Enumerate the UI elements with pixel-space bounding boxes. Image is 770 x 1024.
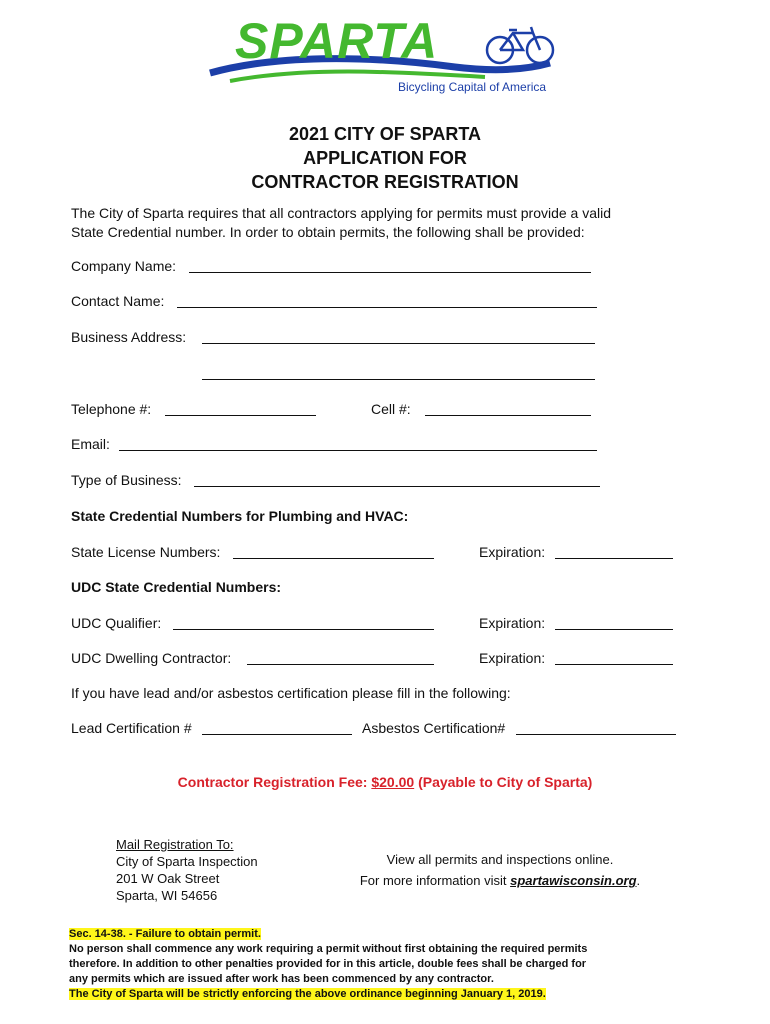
- udc-qualifier-expiration-field[interactable]: [555, 629, 673, 630]
- company-name-label: Company Name:: [71, 258, 177, 274]
- fee-amount: $20.00: [371, 774, 415, 790]
- business-address-label: Business Address:: [71, 329, 187, 345]
- sparta-logo: [205, 15, 565, 100]
- fee-suffix: (Payable to City of Sparta): [414, 774, 593, 790]
- online-line-1: View all permits and inspections online.: [386, 852, 614, 867]
- email-label: Email:: [71, 436, 110, 452]
- ordinance-block: [69, 927, 587, 1002]
- lead-certification-field[interactable]: [202, 734, 352, 735]
- title-line-3: CONTRACTOR REGISTRATION: [251, 172, 519, 192]
- online-suffix: .: [636, 873, 641, 888]
- udc-dwelling-expiration-field[interactable]: [555, 664, 673, 665]
- ordinance-heading: Sec. 14-38. - Failure to obtain permit.: [69, 928, 261, 940]
- contact-name-label: Contact Name:: [71, 293, 165, 309]
- website-link[interactable]: spartawisconsin.org: [510, 873, 637, 888]
- udc-qualifier-expiration-label: Expiration:: [479, 615, 546, 631]
- asbestos-certification-label: Asbestos Certification#: [362, 720, 506, 736]
- email-field[interactable]: [119, 450, 597, 451]
- udc-dwelling-label: UDC Dwelling Contractor:: [71, 650, 232, 666]
- business-address-field-1[interactable]: [202, 343, 595, 344]
- ordinance-line-2: therefore. In addition to other penalties provided for in this article, double fees shall be charged for: [69, 958, 587, 970]
- ordinance-line-1: No person shall commence any work requiring a permit without first obtaining the required permits: [69, 943, 588, 955]
- state-license-label: State License Numbers:: [71, 544, 221, 560]
- ordinance-line-4: The City of Sparta will be strictly enforcing the above ordinance beginning January 1, 2019.: [69, 988, 546, 1000]
- plumbing-hvac-heading: State Credential Numbers for Plumbing and HVAC:: [71, 508, 409, 524]
- mail-line-2: 201 W Oak Street: [116, 871, 220, 886]
- type-of-business-field[interactable]: [194, 486, 600, 487]
- udc-qualifier-label: UDC Qualifier:: [71, 615, 162, 631]
- online-info: [340, 849, 660, 891]
- mail-line-1: City of Sparta Inspection: [116, 854, 258, 869]
- business-address-field-2[interactable]: [202, 379, 595, 380]
- state-license-expiration-field[interactable]: [555, 558, 673, 559]
- logo-tagline: Bicycling Capital of America: [398, 80, 547, 94]
- udc-qualifier-field[interactable]: [173, 629, 434, 630]
- udc-heading: UDC State Credential Numbers:: [71, 579, 282, 595]
- type-of-business-label: Type of Business:: [71, 472, 182, 488]
- company-name-field[interactable]: [189, 272, 591, 273]
- telephone-field[interactable]: [165, 415, 316, 416]
- mail-line-3: Sparta, WI 54656: [116, 888, 218, 903]
- mail-block: [116, 836, 258, 904]
- bicycle-icon: [487, 27, 553, 63]
- contact-name-field[interactable]: [177, 307, 597, 308]
- udc-dwelling-expiration-label: Expiration:: [479, 650, 546, 666]
- mail-heading: Mail Registration To:: [116, 837, 234, 852]
- title-line-1: 2021 CITY OF SPARTA: [288, 124, 482, 144]
- online-line-2: [340, 870, 660, 891]
- cell-label: Cell #:: [371, 401, 411, 417]
- state-license-field[interactable]: [233, 558, 434, 559]
- lead-asbestos-instruction: If you have lead and/or asbestos certification please fill in the following:: [71, 685, 511, 701]
- title-line-2: APPLICATION FOR: [303, 148, 467, 168]
- telephone-label: Telephone #:: [71, 401, 152, 417]
- logo-wordmark: SPARTA: [235, 13, 439, 69]
- asbestos-certification-field[interactable]: [516, 734, 676, 735]
- state-license-expiration-label: Expiration:: [479, 544, 546, 560]
- ordinance-line-3: any permits which are issued after work has been commenced by any contractor.: [69, 973, 494, 985]
- online-prefix: For more information visit: [359, 873, 511, 888]
- intro-line-1: The City of Sparta requires that all contractors applying for permits must provide a valid: [71, 205, 612, 221]
- lead-certification-label: Lead Certification #: [71, 720, 192, 736]
- udc-dwelling-field[interactable]: [247, 664, 434, 665]
- cell-field[interactable]: [425, 415, 591, 416]
- fee-prefix: Contractor Registration Fee:: [177, 774, 372, 790]
- registration-fee: [0, 774, 770, 790]
- intro-line-2: State Credential number. In order to obtain permits, the following shall be provided:: [71, 224, 585, 240]
